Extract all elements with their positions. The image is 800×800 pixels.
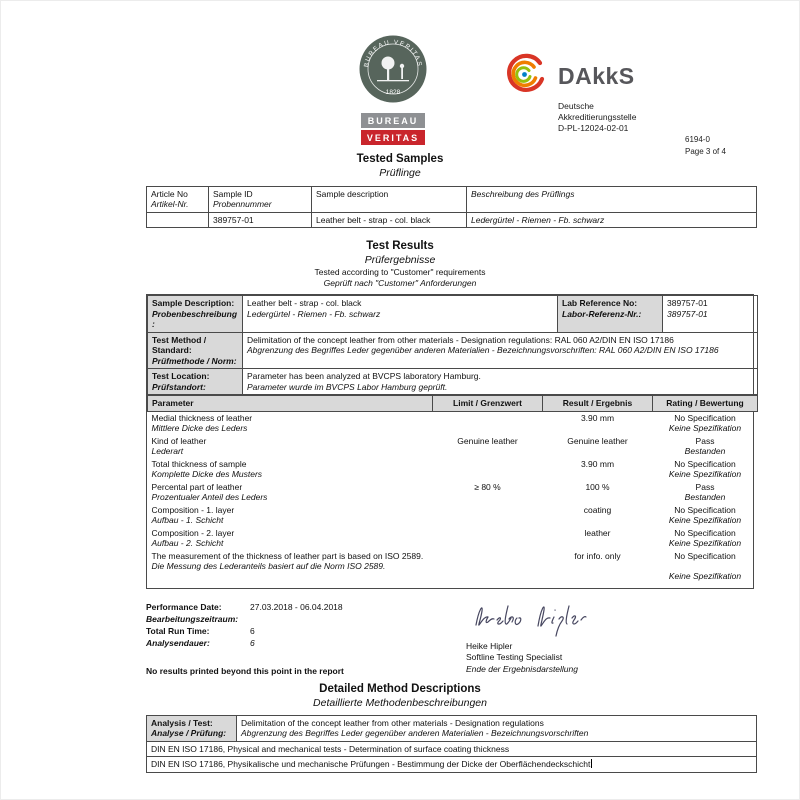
- dakks-spiral-icon: [501, 53, 549, 99]
- doc-number: 6194-0: [685, 135, 710, 144]
- dakks-wordmark: DAkkS: [558, 62, 635, 89]
- samples-table: [146, 186, 757, 229]
- handwritten-signature: [466, 595, 596, 639]
- col-result: Result / Ergebnis: [543, 396, 653, 412]
- results-box: [146, 294, 754, 589]
- bureau-label: BUREAU: [361, 113, 425, 128]
- cell-desc-en: Leather belt - strap - col. black: [312, 212, 467, 228]
- col-rating: Rating / Bewertung: [653, 396, 758, 412]
- signature-block: [466, 601, 666, 677]
- sample-description-value: Leather belt - strap - col. black Ledergürtel - Riemen - Fb. schwarz: [243, 296, 558, 333]
- test-method-label: Test Method / Standard: Prüfmethode / Norm:: [148, 332, 243, 369]
- dakks-logo-top: [501, 53, 636, 99]
- parameter-row: Kind of leather Lederart Genuine leather Genuine leather Pass Bestanden: [151, 435, 726, 457]
- parameters-table: [147, 395, 758, 588]
- lab-reference-label: Lab Reference No: Labor-Referenz-Nr.:: [558, 296, 663, 333]
- report-footer: [146, 601, 754, 677]
- analysis-value: Delimitation of the concept leather from other materials - Designation regulations Abgrenzung des Begriffes Leder gegenüber anderen Materialien - Bezeichnungsvorschriften: [237, 715, 757, 741]
- bureau-veritas-year: 1828: [385, 89, 401, 96]
- dakks-line-3: D-PL-12024-02-01: [558, 123, 629, 134]
- test-method-value: Delimitation of the concept leather from other materials - Designation regulations: RAL 060 A2/DIN EN ISO 17186 Abgrenzung des Begriffes Leder gegenüber anderen Materialien - Bezeichnungsvorschriften: RAL 060 A2/DIN EN ISO 17186: [243, 332, 758, 369]
- parameter-row: Medial thickness of leather Mittlere Dicke des Leders 3.90 mm No Specification Keine Spezifikation: [151, 412, 742, 434]
- bureau-veritas-emblem-icon: [359, 35, 427, 103]
- parameter-row: Composition - 2. layer Aufbau - 2. Schicht leather No Specification Keine Spezifikation: [151, 527, 742, 549]
- text-cursor: [591, 759, 592, 768]
- run-time-value-en: 6: [250, 625, 255, 636]
- results-info-table: [147, 295, 758, 395]
- tested-samples-title: Tested Samples: [356, 153, 444, 165]
- dakks-accreditation-text: [558, 101, 636, 134]
- dakks-line-2: Akkreditierungsstelle: [558, 112, 637, 123]
- test-location-value: Parameter has been analyzed at BVCPS laboratory Hamburg. Parameter wurde im BVCPS Labor Hamburg geprüft.: [243, 369, 758, 395]
- page-meta: [685, 134, 726, 159]
- run-time-label-en: Total Run Time:: [146, 625, 210, 636]
- method-line-de: DIN EN ISO 17186, Physikalische und mechanische Prüfungen - Bestimmung der Dicke der Oberflächendeckschicht: [147, 757, 757, 773]
- test-location-label: Test Location: Prüfstandort:: [148, 369, 243, 395]
- cell-article-no: [147, 212, 209, 228]
- cell-desc-de: Ledergürtel - Riemen - Fb. schwarz: [467, 212, 757, 228]
- performance-block: [146, 601, 344, 677]
- methods-heading: [1, 683, 799, 710]
- performance-date-label-en: Performance Date:: [146, 601, 222, 612]
- test-results-title: Test Results: [366, 240, 434, 253]
- test-results-heading: [1, 240, 799, 289]
- signer-role: Softline Testing Specialist: [466, 652, 563, 663]
- method-line-en: DIN EN ISO 17186, Physical and mechanical tests - Determination of surface coating thickness: [147, 741, 757, 757]
- methods-table: [146, 715, 757, 773]
- sample-row: [147, 212, 757, 228]
- parameter-row: Total thickness of sample Komplette Dicke des Musters 3.90 mm No Specification Keine Spezifikation: [151, 458, 742, 480]
- no-results-note: No results printed beyond this point in the report: [146, 665, 344, 676]
- methods-subtitle: Detaillierte Methodenbeschreibungen: [313, 696, 487, 709]
- tested-samples-subtitle: Prüflinge: [379, 166, 421, 179]
- col-parameter: Parameter: [148, 396, 433, 412]
- col-article-no: Article No Artikel-Nr.: [147, 186, 209, 212]
- methods-title: Detailed Method Descriptions: [319, 682, 481, 695]
- analysis-label: Analysis / Test: Analyse / Prüfung:: [147, 715, 237, 741]
- parameter-row: The measurement of the thickness of leather part is based on ISO 2589. Die Messung des Lederanteils basiert auf die Norm ISO 2589. for info. only No Specification Keine Spezifikation: [151, 550, 742, 582]
- performance-date-label-de: Bearbeitungszeitraum:: [146, 613, 239, 624]
- test-results-note-de: Geprüft nach "Customer" Anforderungen: [323, 278, 477, 289]
- tested-samples-heading: [1, 153, 799, 180]
- veritas-label: VERITAS: [361, 130, 425, 145]
- signer-name: Heike Hipler: [466, 640, 513, 651]
- test-results-note-en: Tested according to "Customer" requirements: [314, 267, 486, 278]
- page-indicator: Page 3 of 4: [685, 147, 726, 157]
- dakks-logo: [501, 53, 636, 134]
- test-location-row: [148, 369, 758, 395]
- test-results-subtitle: Prüfergebnisse: [364, 254, 436, 267]
- method-line-row: [147, 741, 757, 757]
- sample-description-label: Sample Description: Probenbeschreibung:: [148, 296, 243, 333]
- run-time-value-de: 6: [250, 637, 255, 648]
- parameters-header-row: [148, 396, 758, 412]
- cell-sample-id: 389757-01: [209, 212, 312, 228]
- parameter-row: Composition - 1. layer Aufbau - 1. Schicht coating No Specification Keine Spezifikation: [151, 504, 742, 526]
- method-line-row: [147, 757, 757, 773]
- test-method-row: [148, 332, 758, 369]
- bureau-veritas-logo: [357, 35, 429, 145]
- col-sample-description: Sample description: [312, 186, 467, 212]
- sample-description-row: [148, 296, 758, 333]
- bureau-veritas-circle-text: BUREAU VERITAS: [362, 38, 424, 68]
- end-of-results-note: Ende der Ergebnisdarstellung: [466, 663, 578, 674]
- header: [1, 1, 799, 157]
- parameter-row: Percental part of leather Prozentualer Anteil des Leders ≥ 80 % 100 % Pass Bestanden: [151, 481, 726, 503]
- analysis-row: [147, 715, 757, 741]
- col-sample-id: Sample ID Probennummer: [209, 186, 312, 212]
- col-limit: Limit / Grenzwert: [433, 396, 543, 412]
- performance-date-value: 27.03.2018 - 06.04.2018: [250, 601, 343, 612]
- samples-header-row: [147, 186, 757, 212]
- dakks-line-1: Deutsche: [558, 101, 594, 111]
- lab-reference-value: 389757-01 389757-01: [663, 296, 758, 333]
- run-time-label-de: Analysendauer:: [146, 637, 210, 648]
- col-beschreibung: Beschreibung des Prüflings: [467, 186, 757, 212]
